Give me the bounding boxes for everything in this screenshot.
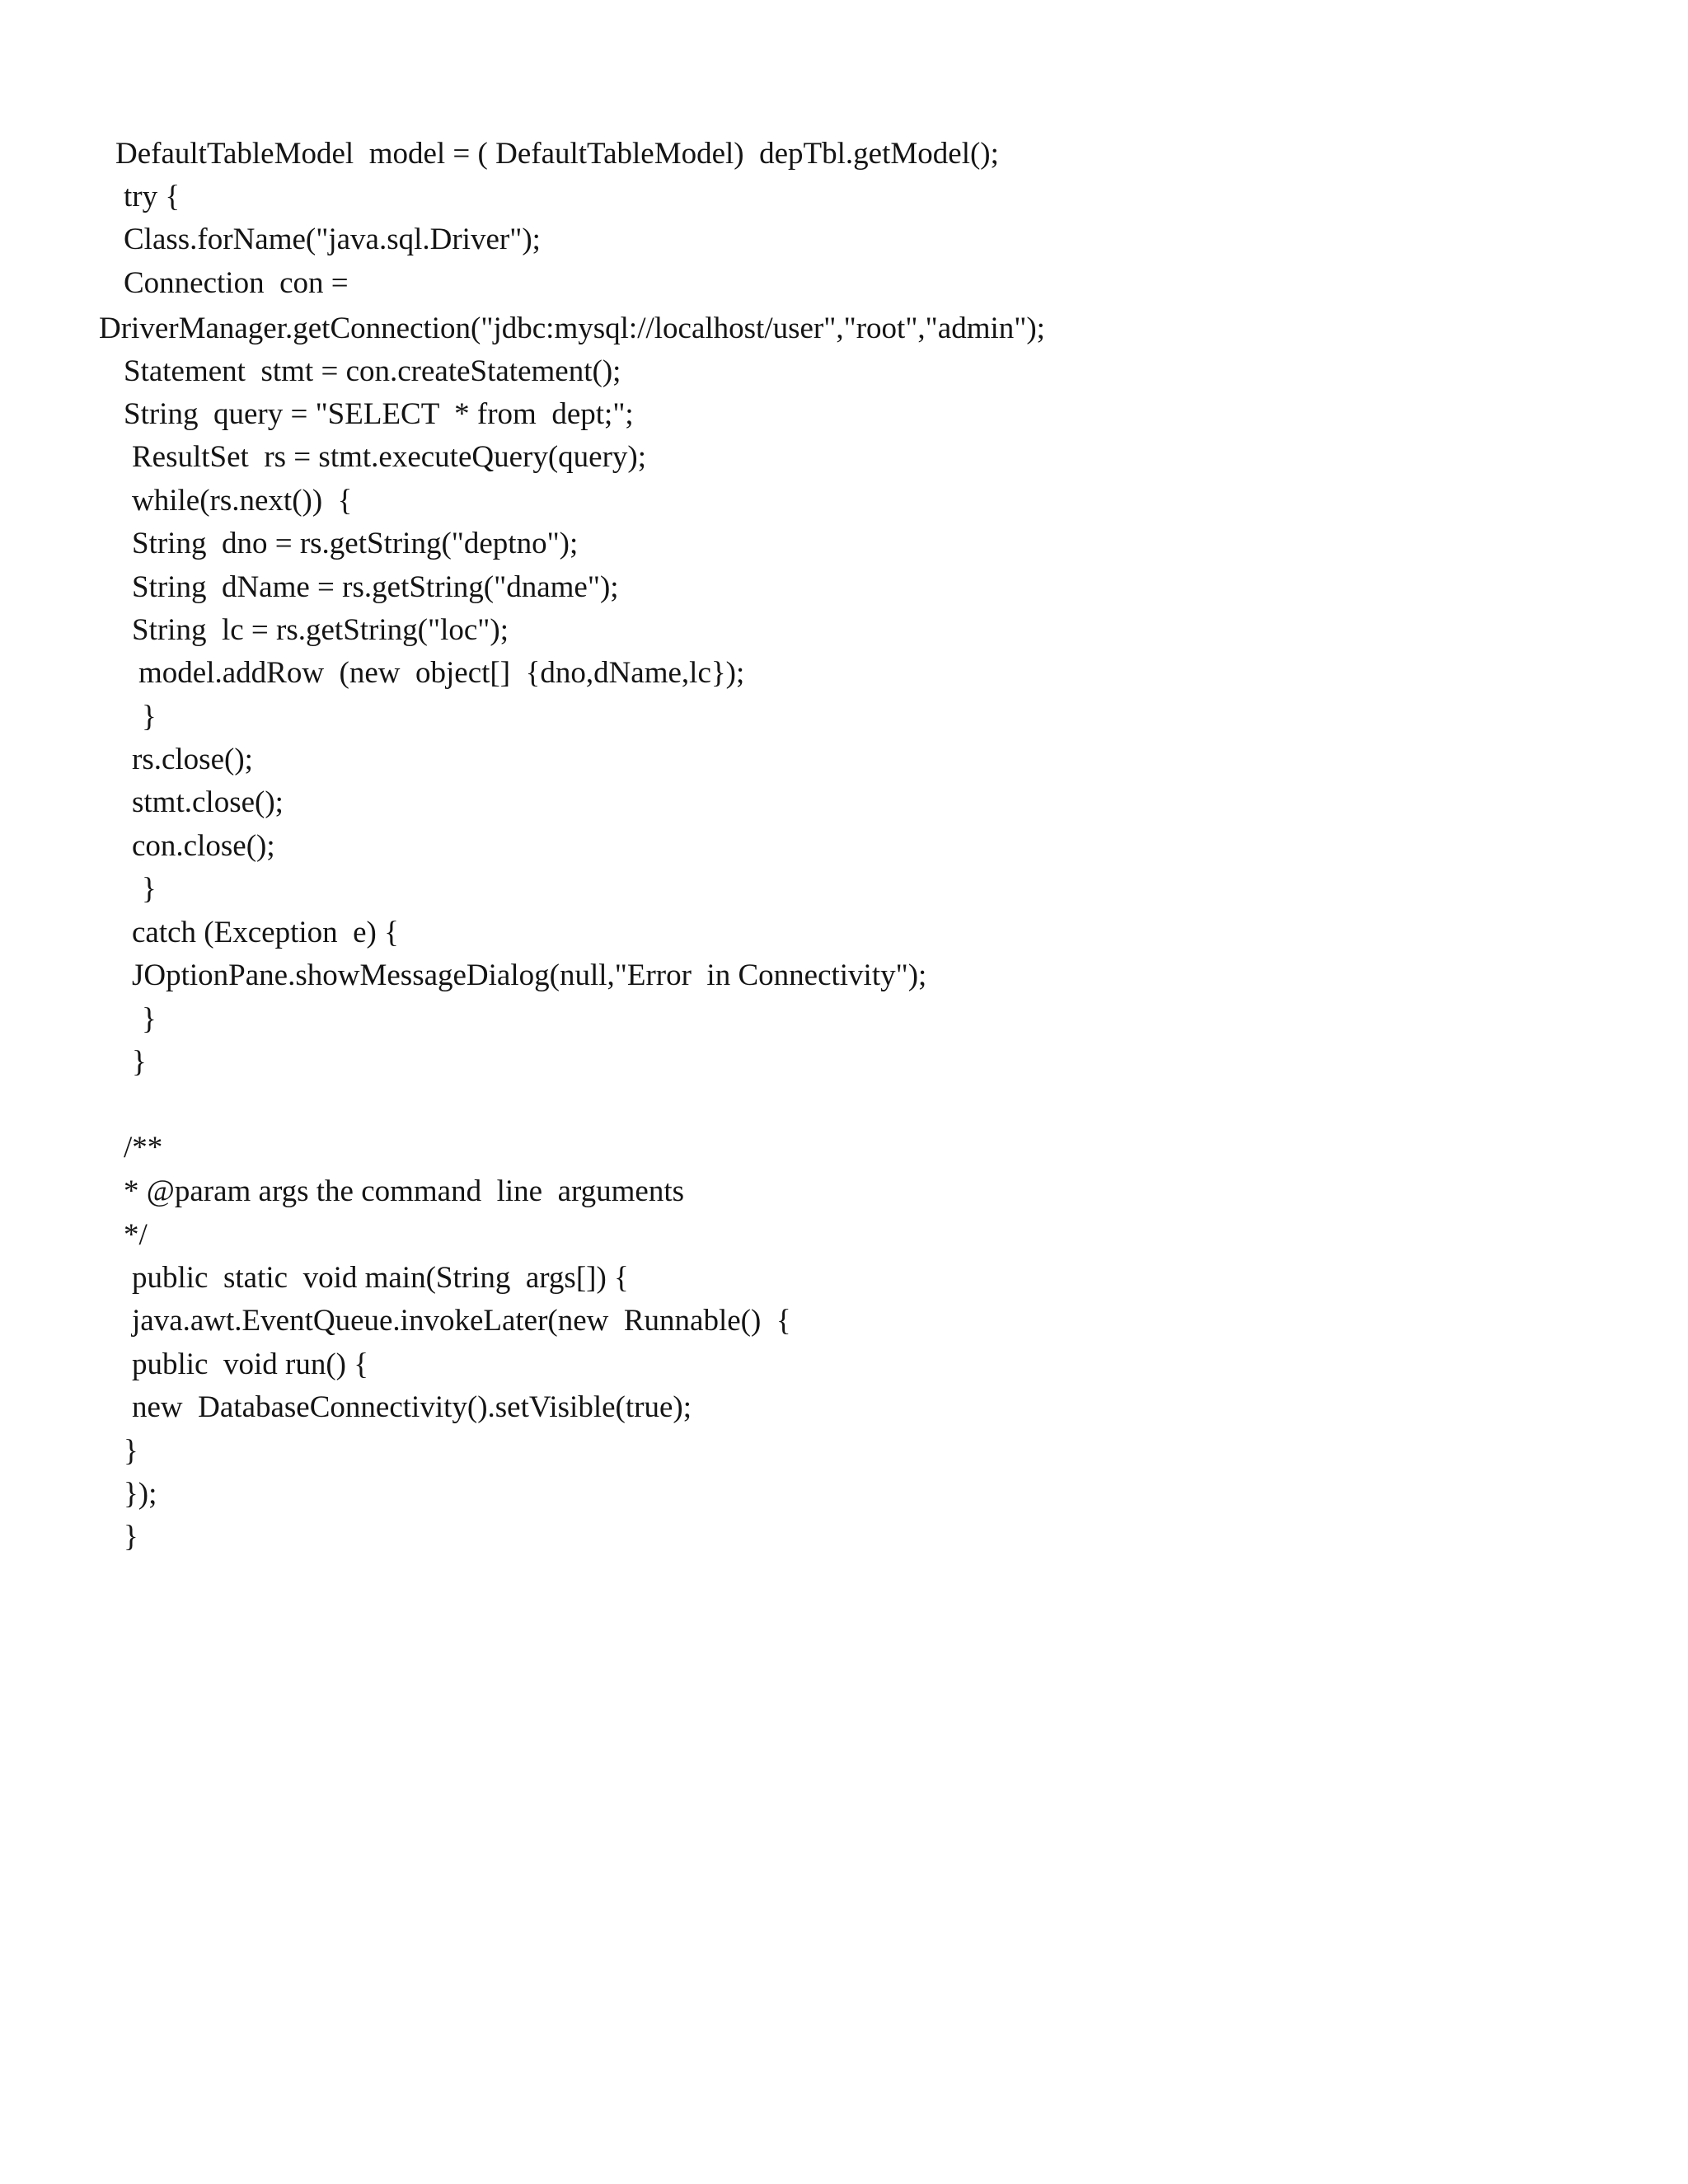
code-line: model.addRow (new object[] {dno,dName,lc}); (138, 656, 745, 690)
code-line: Connection con = (124, 266, 349, 300)
code-line: ResultSet rs = stmt.executeQuery(query); (132, 440, 647, 474)
code-line: try { (124, 180, 181, 213)
code-line: DriverManager.getConnection("jdbc:mysql://localhost/user","root","admin"); (99, 312, 1045, 345)
code-line: new DatabaseConnectivity().setVisible(true); (132, 1390, 692, 1424)
code-line: } (142, 1002, 157, 1036)
code-line: while(rs.next()) { (132, 484, 353, 518)
code-line: String dno = rs.getString("deptno"); (132, 527, 579, 560)
code-line: /** (124, 1131, 163, 1165)
code-line: } (132, 1045, 147, 1079)
code-line: } (124, 1520, 138, 1554)
code-line: * @param args the command line arguments (124, 1174, 685, 1208)
code-line: } (124, 1434, 138, 1468)
code-line: String dName = rs.getString("dname"); (132, 570, 619, 604)
code-line: con.close(); (132, 829, 275, 863)
code-line: }); (124, 1477, 157, 1511)
code-line: Statement stmt = con.createStatement(); (124, 354, 621, 388)
code-line: java.awt.EventQueue.invokeLater(new Runnable() { (132, 1304, 791, 1338)
code-line: String query = "SELECT * from dept;"; (124, 397, 634, 431)
code-line: String lc = rs.getString("loc"); (132, 613, 509, 647)
code-line: DefaultTableModel model = ( DefaultTableModel) depTbl.getModel(); (115, 137, 999, 171)
code-line: stmt.close(); (132, 785, 284, 819)
code-line: rs.close(); (132, 743, 253, 776)
code-line: public static void main(String args[]) { (132, 1261, 629, 1295)
code-line: } (142, 872, 157, 906)
code-line: */ (124, 1218, 148, 1252)
code-line: } (142, 700, 157, 733)
code-line: Class.forName("java.sql.Driver"); (124, 223, 541, 256)
code-line: catch (Exception e) { (132, 916, 399, 949)
code-line: JOptionPane.showMessageDialog(null,"Error in Connectivity"); (132, 958, 927, 992)
code-line: public void run() { (132, 1347, 368, 1381)
